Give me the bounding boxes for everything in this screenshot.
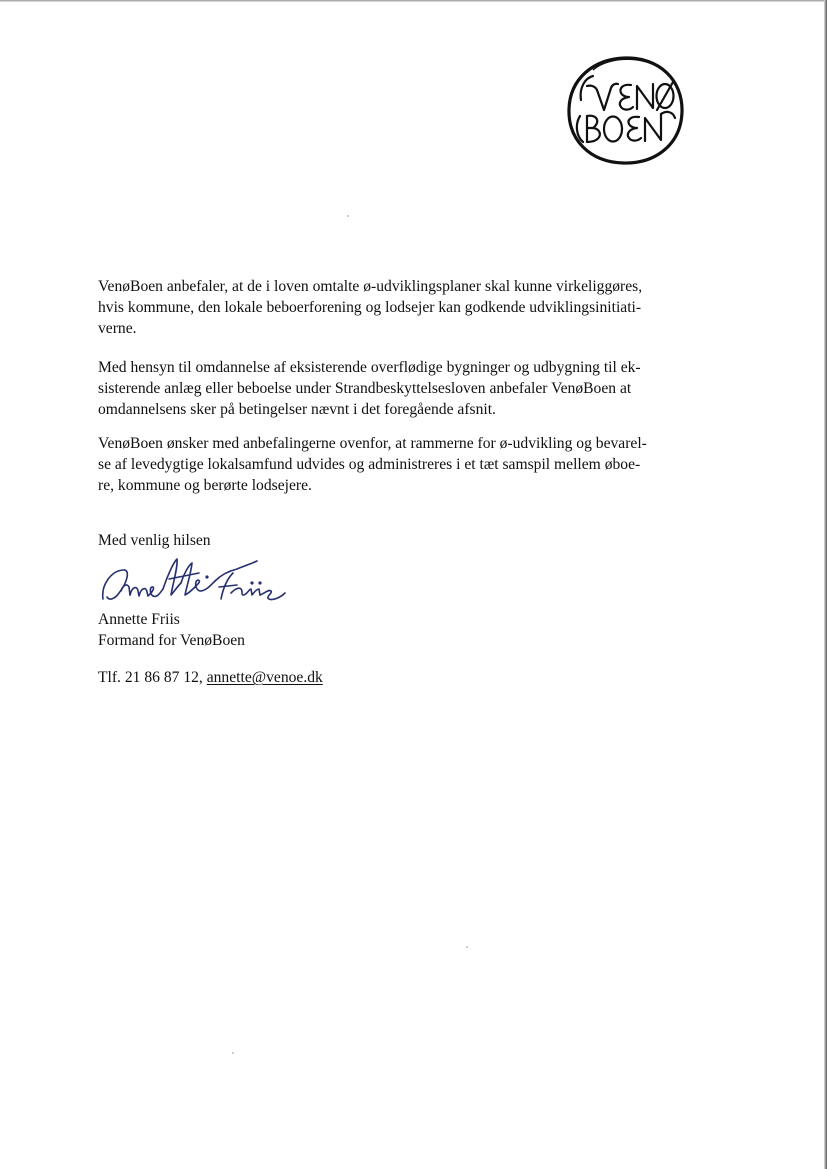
scan-speck [347,215,349,217]
phone-text: Tlf. 21 86 87 12, [98,669,207,686]
contact-line [98,667,698,688]
paragraph-line: VenøBoen anbefaler, at de i loven omtalte ø-udviklingsplaner skal kunne virkeliggøres, [98,278,643,295]
paragraph-line: re, kommune og berørte lodsejere. [98,477,312,494]
signer-block [98,609,698,651]
paragraph-line: se af levedygtige lokalsamfund udvides og administreres i et tæt samspil mellem øboe- [98,456,641,473]
venoboen-logo [563,52,687,168]
signer-title: Formand for VenøBoen [98,632,245,649]
signer-name: Annette Friis [98,611,180,628]
scan-edge-top [0,0,827,2]
scan-speck [466,946,468,948]
paragraph-line: omdannelsens sker på betingelser nævnt i det foregående afsnit. [98,401,496,418]
email-link[interactable]: annette@venoe.dk [206,669,323,686]
closing-salutation: Med venlig hilsen [98,532,211,549]
paragraph-line: verne. [98,320,137,337]
paragraph-line: Med hensyn til omdannelse af eksisterende overflødige bygninger og udbygning til ek- [98,359,641,376]
paragraph-recommendation [98,276,698,339]
paragraph-line: VenøBoen ønsker med anbefalingerne ovenfor, at rammerne for ø-udvikling og bevarel- [98,435,647,452]
paragraph-line: hvis kommune, den lokale beboerforening og lodsejer kan godkende udviklingsinitiati- [98,299,642,316]
paragraph-island-development [98,433,698,496]
scan-speck [232,1052,234,1054]
paragraph-line: sisterende anlæg eller beboelse under Strandbeskyttelsesloven anbefaler VenøBoen at [98,380,632,397]
paragraph-buildings [98,357,698,420]
handwritten-signature [97,553,289,609]
